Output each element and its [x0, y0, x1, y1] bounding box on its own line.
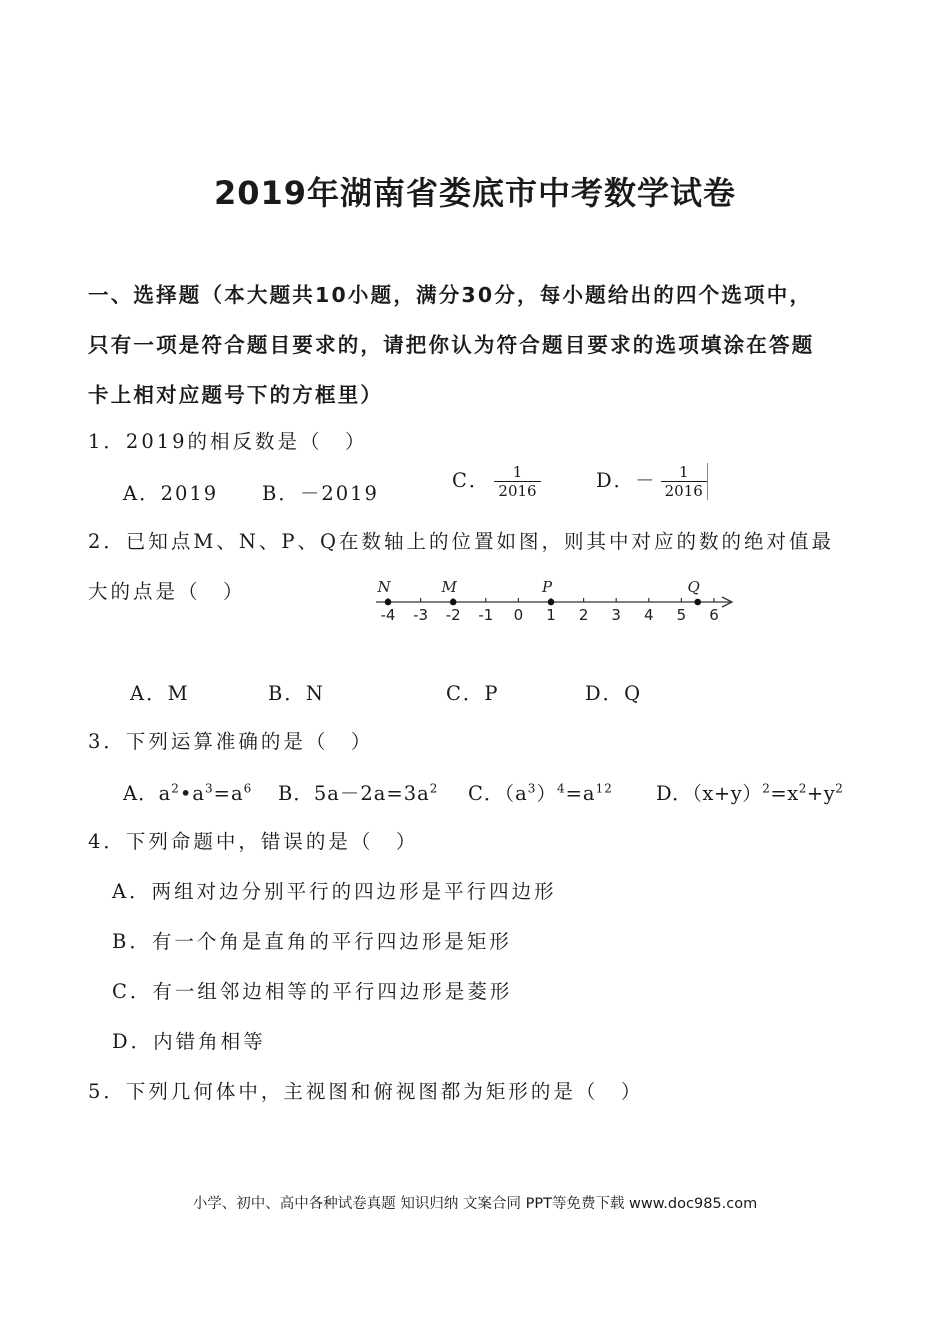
section-header-line-1: 一、选择题（本大题共10小题，满分30分，每小题给出的四个选项中，: [88, 283, 813, 307]
point-n-dot: [385, 599, 392, 606]
q3-option-a: [123, 778, 252, 806]
number-line-figure: [370, 572, 740, 628]
exponent: 3: [527, 781, 537, 796]
expr-text: =x: [770, 782, 799, 805]
exponent: 2: [762, 781, 771, 796]
exponent: 2: [798, 781, 807, 796]
expr-text: •a: [179, 782, 205, 805]
q1-option-a: A．2019: [123, 482, 219, 505]
q5-stem: 5．下列几何体中，主视图和俯视图都为矩形的是（ ）: [88, 1080, 644, 1103]
point-q-label: Q: [687, 578, 700, 596]
q2-option-d: D．Q: [585, 682, 643, 705]
expr-text: C．（a: [468, 782, 528, 805]
q3-option-c: [468, 778, 613, 806]
expr-text: ）: [536, 782, 557, 805]
tick-label: -2: [445, 606, 461, 624]
q1-option-c: [452, 463, 541, 500]
q1-option-d-fraction: [661, 463, 708, 500]
expr-text: D．（x+y）: [656, 782, 763, 805]
tick-label: 3: [611, 606, 621, 624]
exponent: 2: [429, 781, 439, 796]
point-p-dot: [548, 599, 555, 606]
q1-option-b: B．－2019: [262, 482, 379, 505]
q2-stem-line-1: 2．已知点M、N、P、Q在数轴上的位置如图，则其中对应的数的绝对值最: [88, 530, 835, 553]
exponent: 2: [171, 781, 180, 796]
number-line-points: [376, 578, 701, 605]
exponent: 12: [595, 781, 613, 796]
section-header-line-2: 只有一项是符合题目要求的，请把你认为符合题目要求的选项填涂在答题: [88, 333, 815, 357]
tick-label: 6: [709, 606, 719, 624]
tick-label: 0: [513, 606, 524, 624]
section-header-line-3: 卡上相对应题号下的方框里）: [88, 383, 384, 407]
expr-text: A．a: [123, 782, 172, 805]
fraction-numerator: 1: [494, 463, 540, 482]
fraction-denominator: 2016: [664, 482, 703, 500]
expr-text: =a: [565, 782, 596, 805]
q1-option-d-prefix: D．－: [596, 469, 657, 492]
q1-option-c-fraction: [494, 463, 540, 500]
tick-label: -4: [380, 606, 396, 624]
fraction-numerator: 1: [661, 463, 707, 482]
point-n-label: N: [377, 578, 391, 596]
tick-label: 4: [644, 606, 654, 624]
point-p-label: P: [541, 578, 553, 596]
q4-option-d: D．内错角相等: [112, 1030, 266, 1053]
q2-stem-line-2: 大的点是（ ）: [88, 580, 246, 603]
expr-text: +y: [806, 782, 836, 805]
q4-stem: 4．下列命题中，错误的是（ ）: [88, 830, 419, 853]
tick-label: 1: [546, 606, 556, 624]
q2-option-b: B．N: [268, 682, 325, 705]
q1-option-d: [596, 463, 708, 500]
q4-option-b: B．有一个角是直角的平行四边形是矩形: [112, 930, 512, 953]
exponent: 3: [205, 781, 214, 796]
tick-label: 5: [676, 606, 687, 624]
q3-stem: 3．下列运算准确的是（ ）: [88, 730, 374, 753]
point-m-dot: [450, 599, 457, 606]
point-q-dot: [694, 599, 701, 606]
q3-option-b: [278, 778, 438, 806]
q2-option-a: A．M: [130, 682, 190, 705]
q4-option-c: C．有一组邻边相等的平行四边形是菱形: [112, 980, 513, 1003]
q1-option-c-prefix: C．: [452, 469, 491, 492]
tick-label: 2: [578, 606, 589, 624]
q2-option-c: C．P: [446, 682, 500, 705]
exponent: 2: [835, 781, 844, 796]
q4-option-a: A．两组对边分别平行的四边形是平行四边形: [112, 880, 557, 903]
tick-label: -3: [413, 606, 429, 624]
tick-label: -1: [478, 606, 494, 624]
q1-stem: 1．2019的相反数是（ ）: [88, 430, 368, 453]
page-title: 2019年湖南省娄底市中考数学试卷: [213, 174, 737, 212]
q3-option-d: [656, 778, 843, 806]
fraction-denominator: 2016: [498, 482, 537, 500]
expr-text: =a: [213, 782, 244, 805]
exponent: 6: [243, 781, 253, 796]
expr-text: B．5a－2a=3a: [278, 782, 430, 805]
exponent: 4: [556, 781, 566, 796]
footer-text: 小学、初中、高中各种试卷真题 知识归纳 文案合同 PPT等免费下载 www.doc985.com: [192, 1196, 758, 1212]
point-m-label: M: [441, 578, 457, 596]
